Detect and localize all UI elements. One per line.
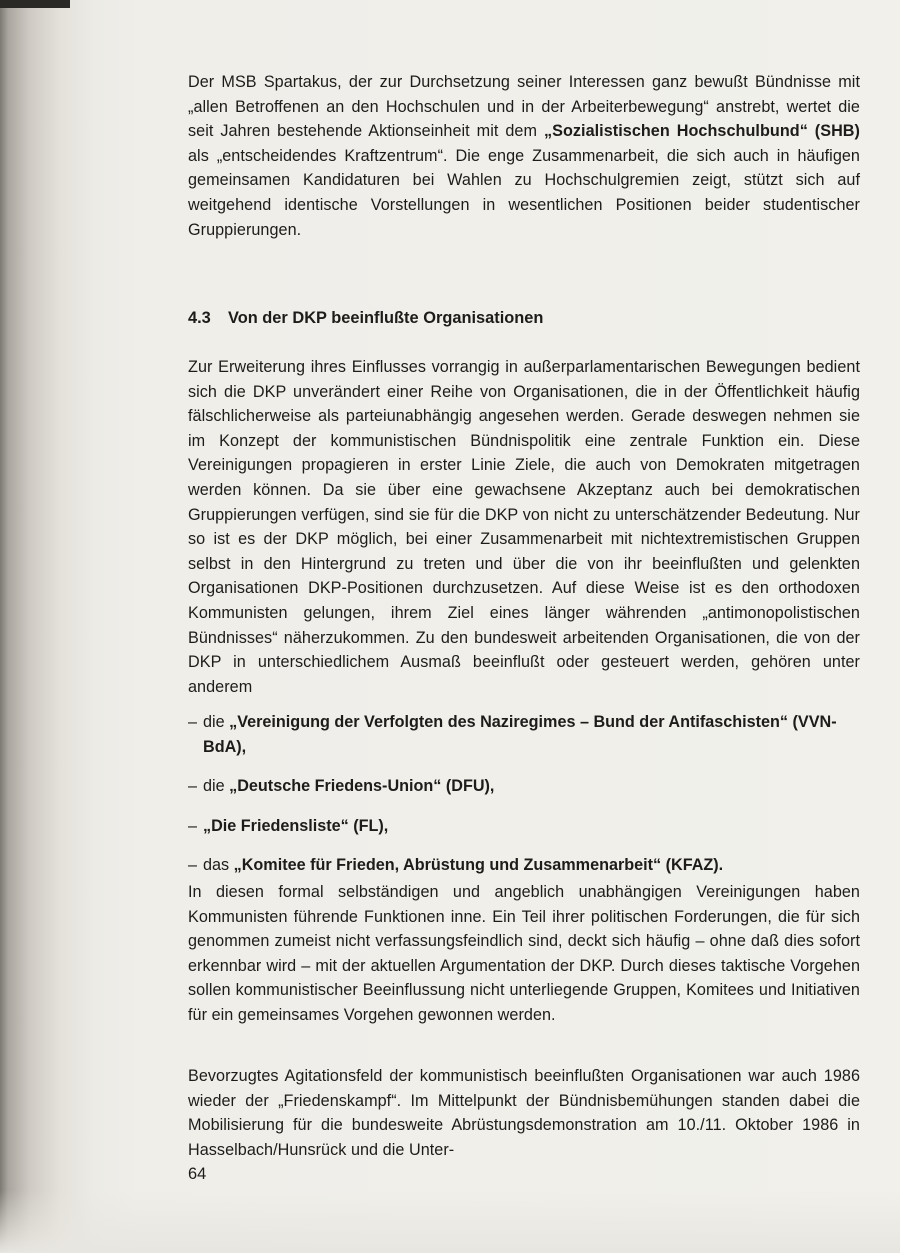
paragraph-1-text-b: als „entscheidendes Kraftzentrum“. Die enge Zusammenarbeit, die sich auch in häufigen gemeinsamen Kandidaturen bei Wahlen zu Hochschulgremien zeigt, stützt sich auf weitgehend identische Vorstellungen in wesentlichen Positionen beider studentischer Gruppierungen. — [188, 146, 860, 239]
list-item-prefix: die — [203, 713, 230, 731]
scan-corner-mark — [0, 0, 70, 8]
section-heading — [188, 309, 543, 328]
list-dash: – — [188, 713, 198, 731]
list-item-name: „Komitee für Frieden, Abrüstung und Zusammenarbeit“ (KFAZ). — [233, 856, 724, 875]
list-item — [188, 710, 860, 759]
list-dash: – — [188, 856, 198, 875]
list-dash: – — [188, 816, 198, 835]
paragraph-dkp-organizations: Zur Erweiterung ihres Einflusses vorrangig in außerparlamentarischen Bewegungen bedient sich die DKP unverändert einer Reihe von Organisationen, die in der Öffentlichkeit häufig fälschlicherweise als parteiunabhängig angesehen werden. Gerade deswegen nehmen sie im Konzept der kommunistischen Bündnispolitik eine zentrale Funktion ein. Diese Vereinigungen propagieren in erster Linie Ziele, die auch von Demokraten mitgetragen werden können. Da sie über eine gewachsene Akzeptanz auch bei demokratischen Gruppierungen verfügen, sind sie für die DKP von nicht zu unterschätzender Bedeutung. Nur so ist es der DKP möglich, bei einer Zusammenarbeit mit nichtextremistischen Gruppen selbst in den Hintergrund zu treten und über die von ihr beeinflußten und gelenkten Organisationen DKP-Positionen durchzusetzen. Auf diese Weise ist es den orthodoxen Kommunisten gelungen, ihrem Ziel eines länger währenden „antimonopolistischen Bündnisses“ näherzukommen. Zu den bundesweit arbeitenden Organisationen, die von der DKP in unterschiedlichem Ausmaß beeinflußt oder gesteuert werden, gehören unter anderem — [188, 358, 860, 696]
organization-list — [188, 710, 860, 893]
section-number: 4.3 — [188, 309, 211, 327]
list-item — [188, 774, 860, 799]
paragraph-agitation-field: Bevorzugtes Agitationsfeld der kommunistisch beeinflußten Organisationen war auch 1986 wieder der „Friedenskampf“. Im Mittelpunkt der Bündnisbemühungen standen dabei die Mobilisierung für die bundesweite Abrüstungsdemonstration am 10./11. Oktober 1986 in Hasselbach/Hunsrück und die Unter- — [188, 1067, 860, 1159]
shb-organization-name: „Sozialistischen Hochschulbund“ (SHB) — [543, 122, 860, 141]
list-item-prefix: die — [203, 777, 230, 796]
paragraph-msb-spartakus — [188, 70, 860, 242]
page-number: 64 — [188, 1165, 207, 1183]
paragraph-communist-functions: In diesen formal selbständigen und angeblich unabhängigen Vereinigungen haben Kommunisten führende Funktionen inne. Ein Teil ihrer politischen Forderungen, die für sich genommen zumeist nicht verfassungsfeindlich sind, deckt sich häufig – ohne daß dies sofort erkennbar wird – mit der aktuellen Argumentation der DKP. Durch dieses taktische Vorgehen sollen kommunistischer Beeinflussung nicht unterliegende Gruppen, Komitees und Initiativen für ein gemeinsames Vorgehen gewonnen werden. — [188, 883, 860, 1024]
paragraph-1-text-a: Der MSB Spartakus, der zur Durchsetzung seiner Interessen ganz bewußt Bündnisse mit „allen Betroffenen an den Hochschulen und in der Arbeiterbewegung“ anstrebt, wertet die seit Jahren bestehende Aktionseinheit mit dem — [188, 73, 860, 141]
list-item — [188, 853, 860, 878]
list-item — [188, 814, 860, 839]
list-item-name: „Deutsche Friedens-Union“ (DFU), — [229, 777, 495, 796]
list-item-prefix: das — [203, 856, 234, 875]
page-content — [188, 70, 860, 242]
list-item-name: „Die Friedensliste“ (FL), — [203, 816, 389, 835]
list-dash: – — [188, 777, 198, 796]
list-item-name: „Vereinigung der Verfolgten des Naziregimes – Bund der Antifaschisten“ (VVN-BdA), — [203, 713, 837, 756]
section-title: Von der DKP beeinflußte Organisationen — [228, 309, 544, 327]
